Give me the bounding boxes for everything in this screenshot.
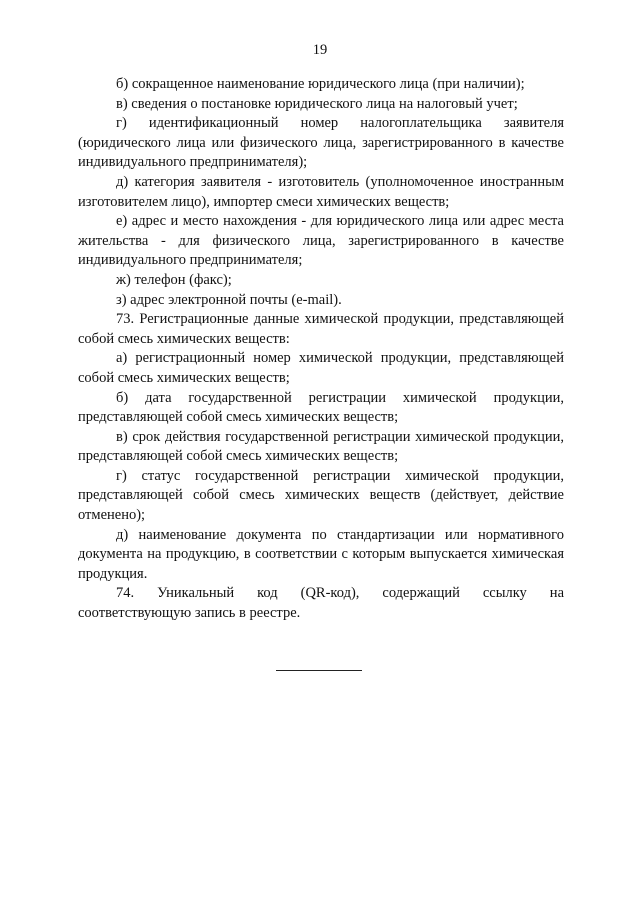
paragraph-z-email: з) адрес электронной почты (e-mail). <box>116 291 342 308</box>
paragraph-g-tax-id: г) идентификационный номер налогоплательщика заявителя (юридического лица или физического лица, зарегистрированного в качестве индивидуального предпринимателя); <box>78 115 564 171</box>
paragraph-b-short-name: б) сокращенное наименование юридического лица (при наличии); <box>116 76 525 92</box>
paragraph-73-registration-data: 73. Регистрационные данные химической продукции, представляющей собой смесь химических веществ: <box>78 311 564 347</box>
end-divider-line <box>276 670 362 671</box>
paragraph-g-registration-status: г) статус государственной регистрации химической продукции, представляющей собой смесь химических веществ (действует, действие отменено); <box>78 467 564 524</box>
page-number: 19 <box>312 42 328 58</box>
paragraph-d-applicant-category: д) категория заявителя - изготовитель (уполномоченное иностранным изготовителем лицо), импортер смеси химических веществ; <box>78 173 564 210</box>
paragraph-v-validity-period: в) срок действия государственной регистрации химической продукции, представляющей собой смесь химических веществ; <box>78 428 564 465</box>
paragraph-a-registration-number: а) регистрационный номер химической продукции, представляющей собой смесь химических веществ; <box>78 350 564 386</box>
paragraph-d-standard-document: д) наименование документа по стандартизации или нормативного документа на продукцию, в соответствии с которым выпускается химическая продукция. <box>78 526 564 582</box>
paragraph-74-qr-code: 74. Уникальный код (QR-код), содержащий ссылку на соответствующую запись в реестре. <box>78 585 564 622</box>
document-body <box>78 75 564 624</box>
paragraph-v-tax-registration: в) сведения о постановке юридического лица на налоговый учет; <box>116 95 518 112</box>
paragraph-e-address: е) адрес и место нахождения - для юридического лица или адрес места жительства - для физического лица, зарегистрированного в качестве индивидуального предпринимателя; <box>78 213 564 269</box>
paragraph-b-registration-date: б) дата государственной регистрации химической продукции, представляющей собой смесь химических веществ; <box>78 389 564 426</box>
paragraph-zh-phone: ж) телефон (факс); <box>116 271 232 288</box>
